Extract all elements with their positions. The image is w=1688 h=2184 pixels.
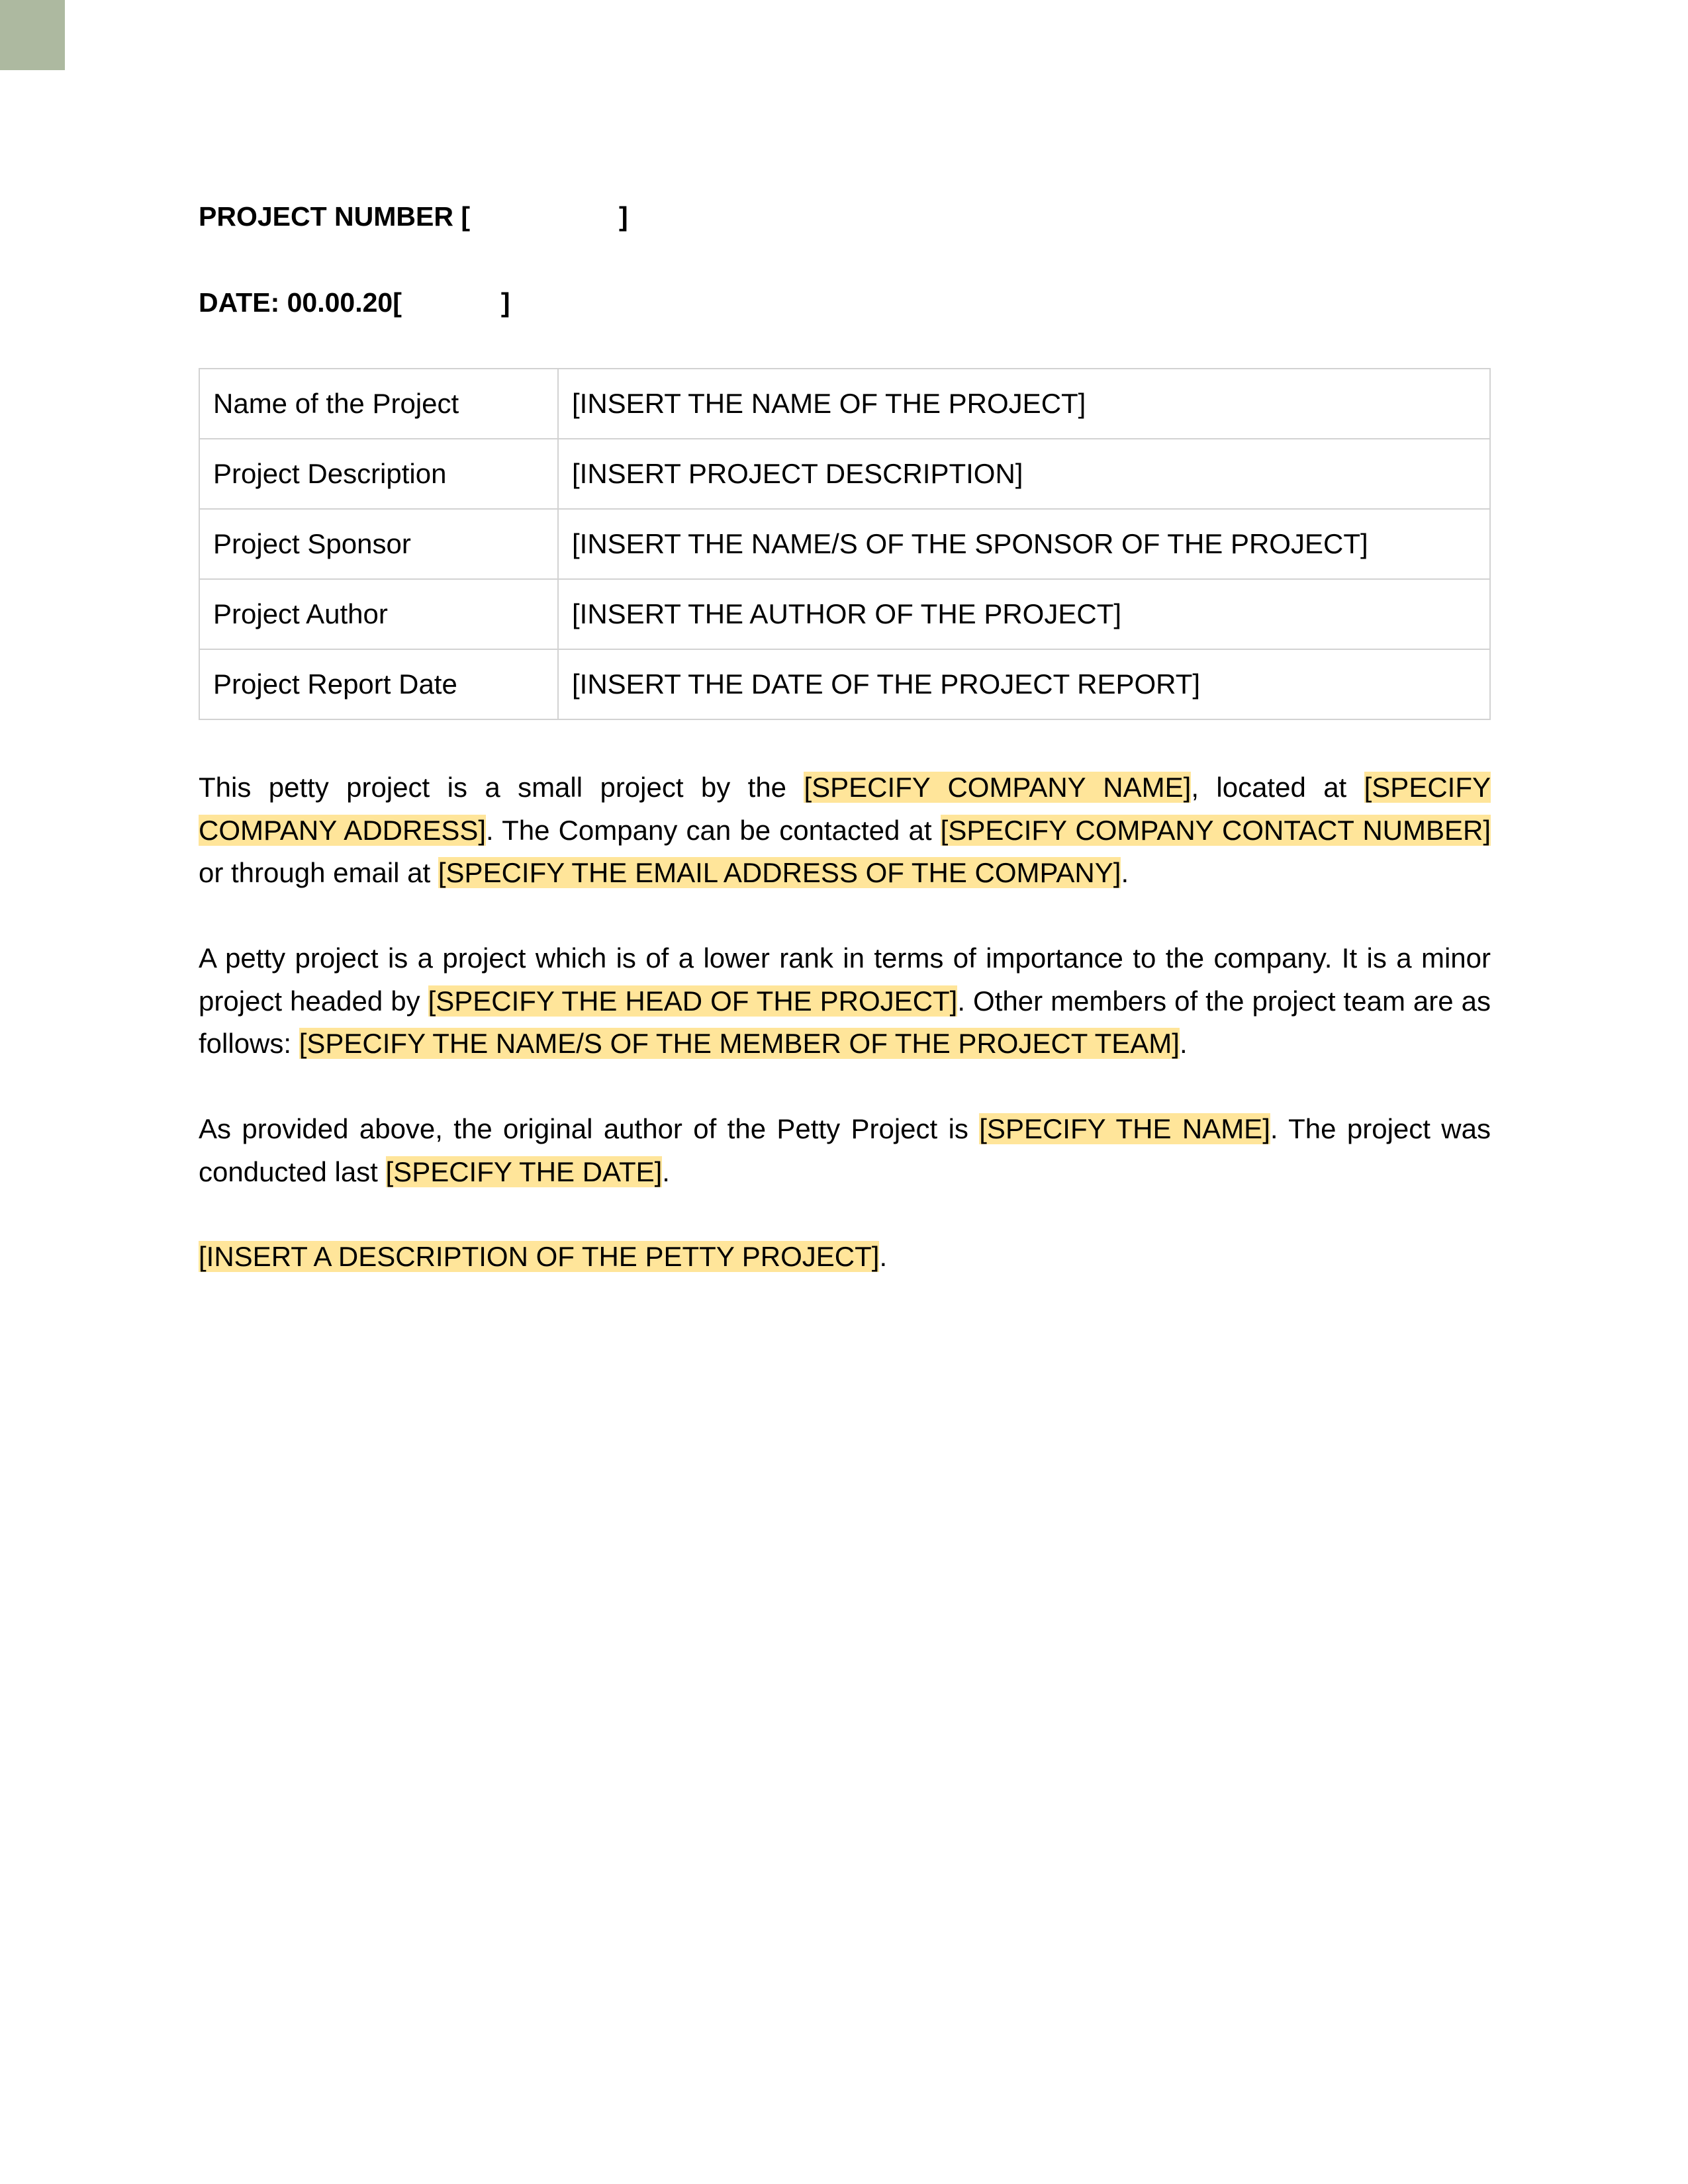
paragraph-text: or through email at [199,857,438,888]
row-value-project-author[interactable]: [INSERT THE AUTHOR OF THE PROJECT] [558,579,1490,649]
table-row [199,439,1490,509]
table-row [199,509,1490,579]
paragraph-text: . Other members of the project team are as follows: [199,985,1491,1059]
paragraph-text: As provided above, the original author of the Petty Project is [199,1113,980,1144]
project-info-table [199,368,1491,720]
row-label-project-author: Project Author [199,579,558,649]
date-label: DATE: 00.00.20[ [199,287,402,318]
conducted-date-placeholder[interactable]: [SPECIFY THE DATE] [385,1156,663,1187]
company-name-placeholder[interactable]: [SPECIFY COMPANY NAME] [804,772,1192,803]
company-paragraph [199,766,1491,895]
row-label-project-sponsor: Project Sponsor [199,509,558,579]
date-close-bracket: ] [500,287,510,318]
project-number-label: PROJECT NUMBER [ [199,201,471,232]
paragraph-text: , located at [1191,772,1364,803]
row-value-project-sponsor[interactable]: [INSERT THE NAME/S OF THE SPONSOR OF THE PROJECT] [558,509,1490,579]
description-paragraph [199,1236,1491,1279]
paragraph-text: . [1121,857,1129,888]
paragraph-text: . [662,1156,670,1187]
author-paragraph [199,1108,1491,1193]
paragraph-text: This petty project is a small project by the [199,772,804,803]
project-number-close-bracket: ] [619,201,628,232]
table-row [199,649,1490,719]
author-name-placeholder[interactable]: [SPECIFY THE NAME] [979,1113,1270,1144]
row-value-project-report-date[interactable]: [INSERT THE DATE OF THE PROJECT REPORT] [558,649,1490,719]
company-address-placeholder[interactable]: [SPECIFY COMPANY ADDRESS] [199,772,1491,846]
paragraph-text: . The Company can be contacted at [486,814,941,846]
table-row [199,579,1490,649]
project-head-placeholder[interactable]: [SPECIFY THE HEAD OF THE PROJECT] [428,985,958,1017]
project-team-paragraph [199,937,1491,1066]
company-email-placeholder[interactable]: [SPECIFY THE EMAIL ADDRESS OF THE COMPANY] [438,857,1121,888]
table-row [199,369,1490,439]
row-value-project-name[interactable]: [INSERT THE NAME OF THE PROJECT] [558,369,1490,439]
petty-project-description-placeholder[interactable]: [INSERT A DESCRIPTION OF THE PETTY PROJECT] [199,1241,880,1272]
corner-decoration [0,0,65,70]
row-label-project-report-date: Project Report Date [199,649,558,719]
row-label-project-description: Project Description [199,439,558,509]
company-contact-placeholder[interactable]: [SPECIFY COMPANY CONTACT NUMBER] [940,814,1491,846]
row-value-project-description[interactable]: [INSERT PROJECT DESCRIPTION] [558,439,1490,509]
date-heading [199,286,510,319]
paragraph-text: . [1179,1028,1188,1059]
paragraph-text: A petty project is a project which is of a lower rank in terms of importance to the company. It is a minor project headed by [199,942,1491,1017]
project-number-heading [199,200,628,233]
row-label-project-name: Name of the Project [199,369,558,439]
paragraph-text: . The project was conducted last [199,1113,1491,1187]
paragraph-text: . [879,1241,888,1272]
team-members-placeholder[interactable]: [SPECIFY THE NAME/S OF THE MEMBER OF THE PROJECT TEAM] [299,1028,1180,1059]
